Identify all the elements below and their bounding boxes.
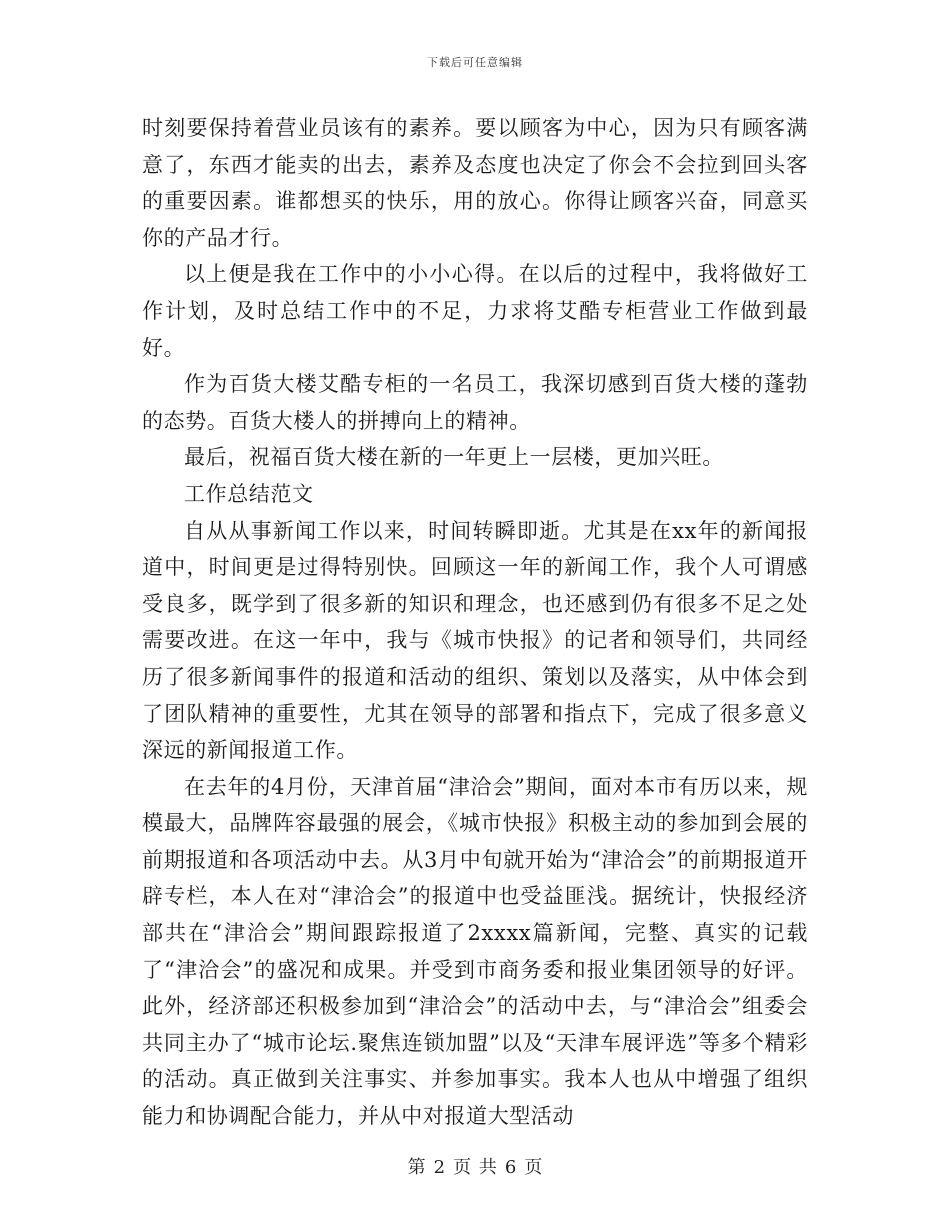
footer-middle: 页 共 (453, 1157, 497, 1178)
section-heading: 工作总结范文 (184, 481, 314, 506)
footer-page-number: 2 (433, 1157, 446, 1178)
paragraph-1: 时刻要保持着营业员该有的素养。要以顾客为中心，因为只有顾客满意了，东西才能卖的出去，素养及态度也决定了你会不会拉到回头客的重要因素。谁都想买的快乐，用的放心。你得让顾客兴奋，同意买你的产品才行。 (142, 116, 808, 250)
footer-total-pages: 6 (504, 1157, 517, 1178)
footer-prefix: 第 (407, 1157, 426, 1178)
paragraph-5: 自从从事新闻工作以来，时间转瞬即逝。尤其是在xx年的新闻报道中，时间更是过得特别快。回顾这一年的新闻工作，我个人可谓感受良多，既学到了很多新的知识和理念，也还感到仍有很多不足之处需要改进。在这一年中，我与《城市快报》的记者和领导们，共同经历了很多新闻事件的报道和活动的组织、策划以及落实，从中体会到了团队精神的重要性，尤其在领导的部署和指点下，完成了很多意义深远的新闻报道工作。 (142, 518, 808, 763)
page-footer (0, 1153, 950, 1179)
paragraph-3: 作为百货大楼艾酷专柜的一名员工，我深切感到百货大楼的蓬勃的态势。百货大楼人的拼搏向上的精神。 (142, 372, 808, 433)
paragraph-2: 以上便是我在工作中的小小心得。在以后的过程中，我将做好工作计划，及时总结工作中的不足，力求将艾酷专柜营业工作做到最好。 (142, 262, 808, 360)
paragraph-4: 最后，祝福百货大楼在新的一年更上一层楼，更加兴旺。 (184, 445, 724, 470)
document-body (142, 110, 808, 1135)
paragraph-6: 在去年的4月份，天津首届“津洽会”期间，面对本市有历以来，规模最大，品牌阵容最强的展会，《城市快报》积极主动的参加到会展的前期报道和各项活动中去。从3月中旬就开始为“津洽会”的前期报道开辟专栏，本人在对“津洽会”的报道中也受益匪浅。据统计，快报经济部共在“津洽会”期间跟踪报道了2xxxx篇新闻，完整、真实的记载了“津洽会”的盛况和成果。并受到市商务委和报业集团领导的好评。此外，经济部还积极参加到“津洽会”的活动中去，与“津洽会”组委会共同主办了“城市论坛.聚焦连锁加盟”以及“天津车展评选”等多个精彩的活动。真正做到关注事实、并参加事实。我本人也从中增强了组织能力和协调配合能力，并从中对报道大型活动 (142, 774, 808, 1129)
footer-suffix: 页 (524, 1157, 543, 1178)
page-header: 下载后可任意编辑 (427, 56, 523, 69)
